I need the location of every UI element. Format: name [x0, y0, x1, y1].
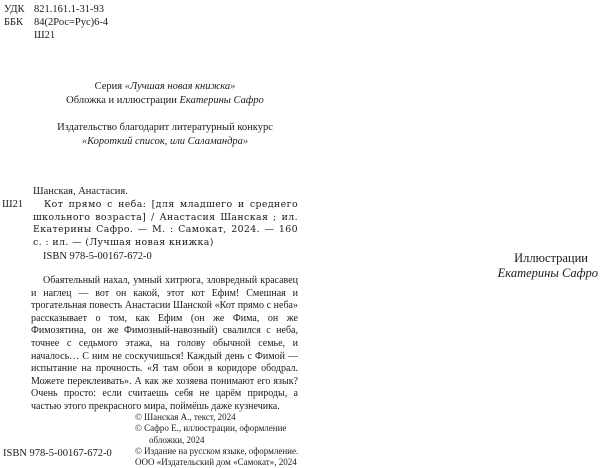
entry-code: Ш21 — [2, 198, 24, 210]
isbn-bottom: ISBN 978-5-00167-672-0 — [3, 448, 112, 459]
annotation-paragraph: Обаятельный нахал, умный хитрюга, зловредный красавец и наглец — вот он какой, этот кот Ефим! Смешная и трогательная повесть Анастасии Шанской «Кот прямо с неба» рассказывает о том, как Ефим (он же Фима, он же Фимозятина, он же Фимозный-навозный) свалился с неба, точнее с седьмого этажа, на голову обычной семье, и началось… С ним не соскучишься! Каждый день с Фимой — испытание на прочность. «Я там обои в коридоре ободрал. Можете переклеивать». А как же хозяева понимают его язык? Очень просто: если считаешь себя не царём природы, а частью этого прекрасного мира, поймёшь даже кузнечика. — [31, 275, 298, 412]
bbk-label: ББК — [4, 17, 24, 28]
series-credits — [40, 80, 290, 107]
thanks-line-2 — [40, 135, 290, 149]
copyright-block — [135, 412, 305, 468]
bbk-row — [4, 16, 108, 29]
contest-name: «Короткий список, или Саламандра» — [81, 135, 249, 147]
copyright-line: © Шанская А., текст, 2024 — [135, 412, 236, 422]
author-sign: Ш21 — [34, 30, 56, 41]
cover-prefix: Обложка и иллюстрации — [66, 94, 180, 106]
entry-description: Кот прямо с неба: [для младшего и среднего школьного возраста] / Анастасия Шанская ; ил. Екатерины Сафро. — М. : Самокат, 2024. — 160 с. : ил. — (Лучшая новая книжка) — [33, 198, 298, 249]
bibliographic-entry — [2, 199, 298, 250]
series-line — [40, 80, 290, 94]
illustrator-name — [470, 266, 598, 281]
isbn-top: ISBN 978-5-00167-672-0 — [43, 251, 152, 262]
udk-value: 821.161.1-31-93 — [34, 4, 104, 15]
series-name: «Лучшая новая книжка» — [124, 81, 236, 92]
udk-row — [4, 3, 108, 16]
udk-label: УДК — [4, 4, 25, 15]
illustrations-label: Иллюстрации — [514, 251, 588, 265]
cover-artist: Екатерины Сафро — [179, 94, 264, 106]
bibliographic-record — [2, 186, 298, 250]
illustrations-credit — [470, 251, 598, 281]
author-sign-row — [4, 29, 108, 42]
illustrator-name-text: Екатерины Сафро — [497, 266, 598, 280]
bbk-value: 84(2Рос=Рус)6-4 — [34, 17, 109, 28]
thanks-line-1: Издательство благодарит литературный конкурс — [57, 122, 273, 133]
thanks-credits — [40, 121, 290, 148]
series-prefix: Серия — [94, 81, 125, 92]
cover-line — [40, 94, 290, 108]
copyright-line: обложки, 2024 — [149, 434, 205, 445]
copyright-line: © Издание на русском языке, оформление. — [135, 445, 299, 456]
author-heading: Шанская, Анастасия. — [33, 186, 128, 197]
copyright-line: © Сафро Е., иллюстрации, оформление — [135, 423, 287, 434]
classification-block — [4, 3, 108, 42]
copyright-line: ООО «Издательский дом «Самокат», 2024 — [135, 457, 297, 468]
